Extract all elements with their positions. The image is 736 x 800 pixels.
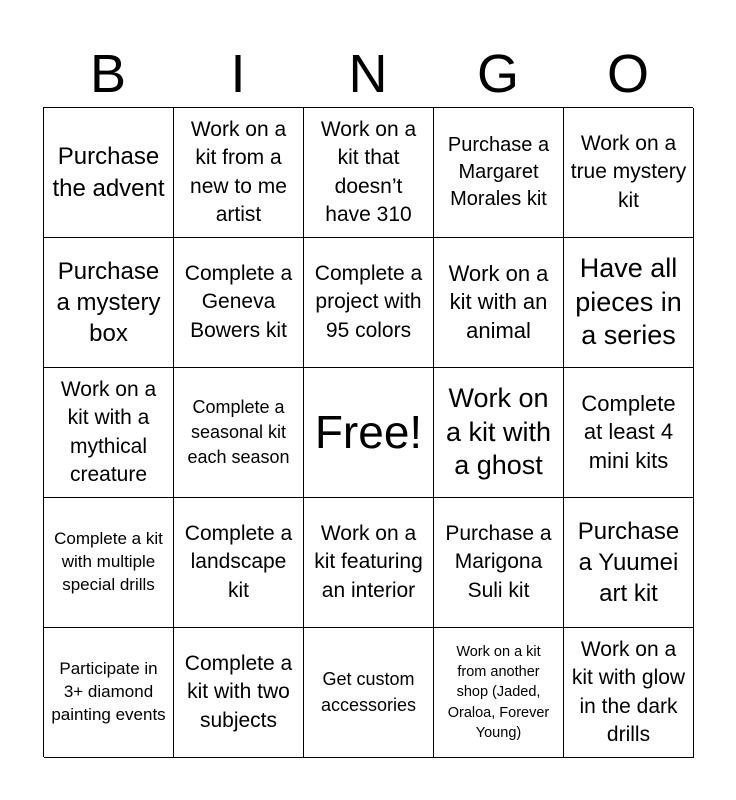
bingo-cell: Work on a kit featuring an interior bbox=[304, 498, 434, 628]
bingo-header bbox=[43, 40, 693, 108]
bingo-cell: Complete at least 4 mini kits bbox=[564, 368, 694, 498]
bingo-cell: Complete a project with 95 colors bbox=[304, 238, 434, 368]
bingo-cell: Purchase the advent bbox=[44, 108, 174, 238]
free-space: Free! bbox=[304, 368, 434, 498]
header-letter-n: N bbox=[348, 44, 388, 104]
bingo-cell: Get custom accessories bbox=[304, 628, 434, 758]
header-letter-g: G bbox=[476, 44, 519, 104]
bingo-cell: Purchase a Yuumei art kit bbox=[564, 498, 694, 628]
bingo-cell: Purchase a mystery box bbox=[44, 238, 174, 368]
bingo-cell: Purchase a Margaret Morales kit bbox=[434, 108, 564, 238]
bingo-cell: Work on a kit with a ghost bbox=[434, 368, 564, 498]
bingo-cell: Work on a kit that doesn’t have 310 bbox=[304, 108, 434, 238]
bingo-cell: Work on a kit from another shop (Jaded, Oraloa, Forever Young) bbox=[434, 628, 564, 758]
bingo-cell: Complete a Geneva Bowers kit bbox=[174, 238, 304, 368]
bingo-cell: Complete a landscape kit bbox=[174, 498, 304, 628]
bingo-cell: Work on a kit from a new to me artist bbox=[174, 108, 304, 238]
bingo-cell: Work on a kit with glow in the dark drills bbox=[564, 628, 694, 758]
bingo-cell: Work on a kit with an animal bbox=[434, 238, 564, 368]
bingo-cell: Complete a kit with multiple special drills bbox=[44, 498, 174, 628]
bingo-cell: Participate in 3+ diamond painting events bbox=[44, 628, 174, 758]
header-letter-b: B bbox=[89, 44, 127, 104]
header-letter-o: O bbox=[606, 44, 649, 104]
bingo-cell: Have all pieces in a series bbox=[564, 238, 694, 368]
bingo-cell: Complete a seasonal kit each season bbox=[174, 368, 304, 498]
bingo-cell: Purchase a Marigona Suli kit bbox=[434, 498, 564, 628]
header-letter-i: I bbox=[230, 44, 246, 104]
bingo-cell: Work on a true mystery kit bbox=[564, 108, 694, 238]
bingo-cell: Work on a kit with a mythical creature bbox=[44, 368, 174, 498]
bingo-cell: Complete a kit with two subjects bbox=[174, 628, 304, 758]
bingo-card bbox=[43, 107, 693, 757]
